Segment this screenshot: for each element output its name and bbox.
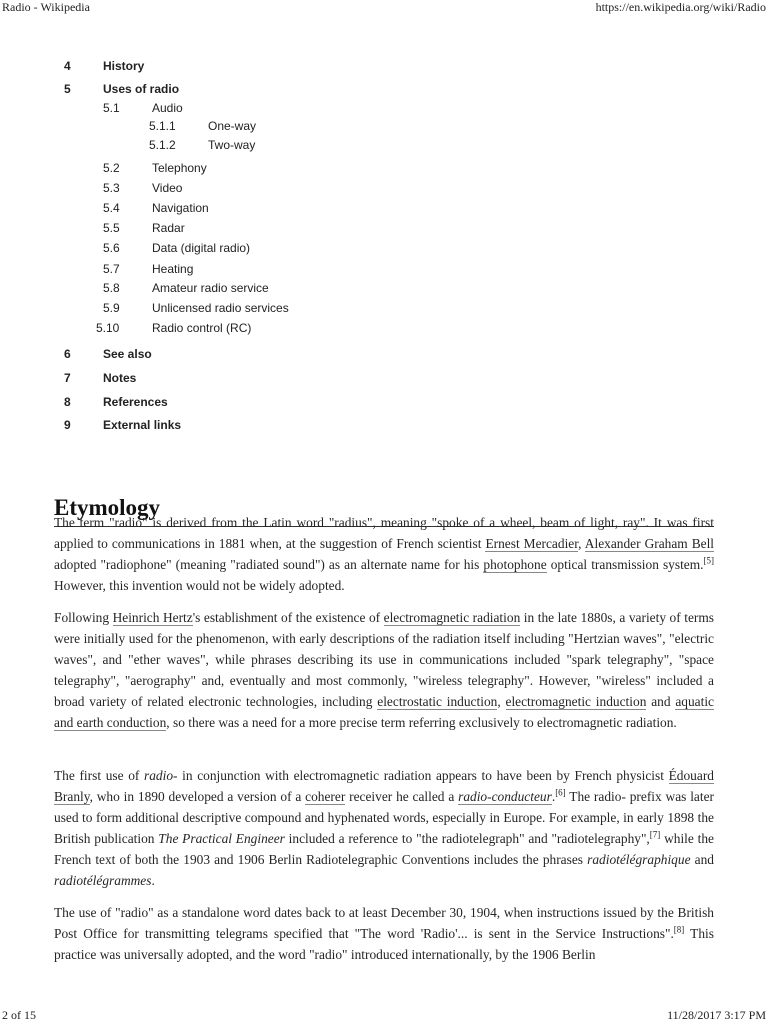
text: . [151,873,155,888]
toc-label[interactable]: History [103,59,145,73]
toc-label[interactable]: Notes [103,371,137,385]
toc-number: 5.1.2 [149,138,176,152]
text: optical transmission system. [546,557,704,572]
link-coherer[interactable]: coherer [305,789,346,804]
toc-number: 8 [64,395,71,409]
toc-number: 5.3 [103,181,120,195]
toc-number: 5.2 [103,161,120,175]
toc-number: 5.7 [103,262,120,276]
toc-label[interactable]: Audio [152,101,183,115]
text: , who in 1890 developed a version of a [89,789,306,804]
link-electromagnetic-induction[interactable]: electromagnetic induction [505,694,647,709]
text: while the French text of both the 1903 and 1906 Berlin Radiotelegraphic Conventions includes the phrases [54,831,714,867]
page-number: 2 of 15 [2,1008,36,1022]
toc-number: 4 [64,59,71,73]
text: in the late 1880s, a variety of terms were initially used for the phenomenon, with early descriptions of the radiation itself including "Hertzian waves", "electric waves", and "ether waves", while phrases describing its use in communications included "spark telegraphy", "space telegraphy", "aerography" and, eventually and most commonly, "wireless telegraphy". However, "wireless" included a broad variety of related electronic technologies, including [54,610,714,709]
text: , [497,694,506,709]
toc-label[interactable]: Heating [152,262,194,276]
toc-label[interactable]: Video [152,181,183,195]
toc-label[interactable]: Amateur radio service [152,281,269,295]
text: and [646,694,676,709]
italic-text: radiotélégrammes [54,873,152,888]
toc-label[interactable]: Unlicensed radio services [152,301,289,315]
toc-number: 5.4 [103,201,120,215]
print-footer [0,1008,768,1024]
text: , so there was a need for a more precise term referring exclusively to electromagnetic radiation. [166,715,677,730]
section-heading-etymology: Etymology [54,495,714,527]
toc-label[interactable]: References [103,395,168,409]
toc-number: 5.1.1 [149,119,176,133]
print-header [0,0,768,16]
paragraph-2 [54,607,714,733]
toc-number: 5.9 [103,301,120,315]
toc-number: 5 [64,82,71,96]
link-ernest-mercadier[interactable]: Ernest Mercadier [485,536,579,551]
link-alexander-graham-bell[interactable]: Alexander Graham Bell [584,536,715,551]
toc-label[interactable]: Navigation [152,201,209,215]
toc-number: 5.5 [103,221,120,235]
toc-label[interactable]: See also [103,347,152,361]
citation-5[interactable]: [5] [703,555,714,566]
page-title: Radio - Wikipedia [2,0,90,14]
text: This practice was universally adopted, and the word "radio" introduced internationally, by the 1906 Berlin [54,926,714,962]
citation-8[interactable]: [8] [673,924,685,935]
link-heinrich-hertz[interactable]: Heinrich Hertz [112,610,193,625]
link-aquatic-earth-conduction[interactable]: aquatic and earth conduction [54,694,715,730]
toc-label[interactable]: One-way [208,119,257,133]
text: , [578,536,585,551]
paragraph-3 [54,765,714,891]
text: in conjunction with electromagnetic radiation appears to have been by French physicist [177,768,669,783]
link-electromagnetic-radiation[interactable]: electromagnetic radiation [383,610,521,625]
citation-7[interactable]: [7] [649,829,661,840]
text: The term "radio" is derived from the Latin word "radius", meaning "spoke of a wheel, beam of light, ray". It was first applied to communications in 1881 when, at the suggestion of French scientist [54,515,714,551]
toc-label[interactable]: Radio control (RC) [152,321,252,335]
toc-label[interactable]: Two-way [208,138,256,152]
text: receiver he called a [345,789,459,804]
toc-number: 6 [64,347,71,361]
toc-number: 5.8 [103,281,120,295]
italic-text: The Practical Engineer [158,831,285,846]
link-electrostatic-induction[interactable]: electrostatic induction [377,694,498,709]
link-photophone[interactable]: photophone [483,557,547,572]
toc-label[interactable]: External links [103,418,182,432]
text: However, this invention would not be widely adopted. [54,578,345,593]
text: 's establishment of the existence of [192,610,384,625]
text: The use of "radio" as a standalone word dates back to at least December 30, 1904, when instructions issued by the British Post Office for transmitting telegrams specified that "The word 'Radio'... is sent in the Service Instructions". [54,905,714,941]
toc-number: 5.1 [103,101,120,115]
toc-label[interactable]: Data (digital radio) [152,241,251,255]
paragraph-1 [54,512,714,596]
toc-number: 9 [64,418,71,432]
toc-label[interactable]: Telephony [152,161,207,175]
page-url: https://en.wikipedia.org/wiki/Radio [595,0,766,14]
toc-label[interactable]: Radar [152,221,185,235]
link-radio-conducteur[interactable]: radio-conducteur [458,789,552,804]
print-datetime: 11/28/2017 3:17 PM [667,1008,766,1022]
toc-number: 5.10 [96,321,120,335]
link-edouard-branly[interactable]: Édouard Branly [54,768,714,804]
text: included a reference to "the radiotelegraph" and "radiotelegraphy", [284,831,650,846]
text: The first use of [54,768,145,783]
citation-6[interactable]: [6] [555,787,566,798]
toc-number: 7 [64,371,71,385]
text: The radio- prefix was later used to form additional descriptive compound and hyphenated words, especially in Europe. For example, in early 1898 the British publication [54,789,714,846]
italic-text: radio- [144,768,178,783]
text: Following [54,610,113,625]
paragraph-4 [54,902,714,965]
toc-number: 5.6 [103,241,120,255]
toc-label[interactable]: Uses of radio [103,82,180,96]
text: . [551,789,556,804]
text: adopted "radiophone" (meaning "radiated sound") as an alternate name for his [54,557,484,572]
italic-text: radiotélégraphique [587,852,691,867]
text: and [690,852,714,867]
